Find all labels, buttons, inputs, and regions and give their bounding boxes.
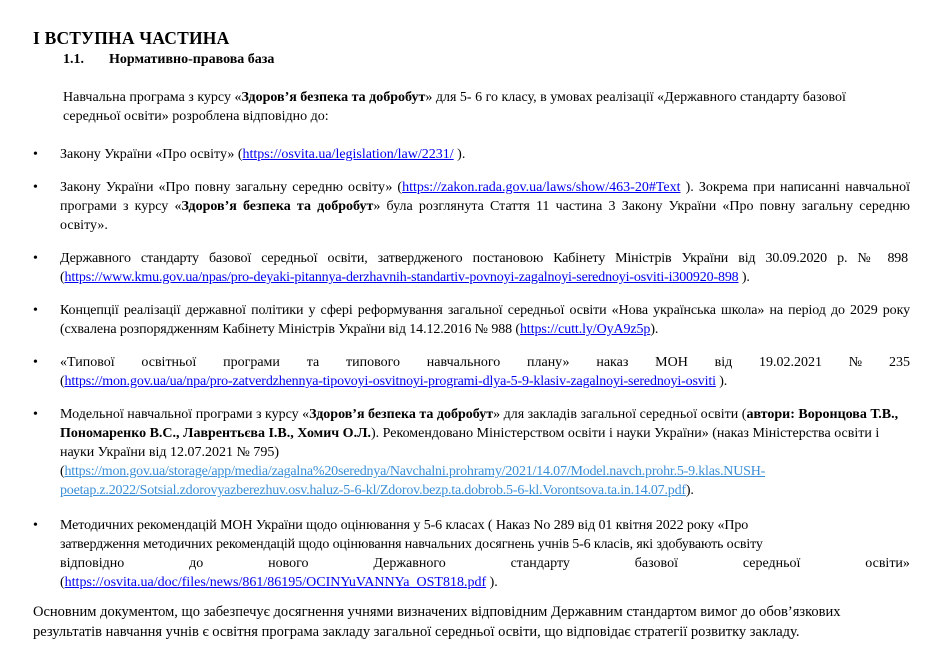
word: та — [306, 355, 320, 370]
intro-paragraph — [63, 88, 869, 126]
item-text: Модельної навчальної програми з курсу « — [60, 407, 310, 422]
word: базової — [634, 556, 678, 571]
item-text-mid: ). Зокрема при написанні навчальної програми з курсу « — [60, 180, 911, 214]
item-text-end: ). — [715, 374, 728, 389]
word: МОН — [655, 355, 688, 370]
subsection-heading — [63, 52, 274, 68]
word: навчального — [426, 355, 501, 370]
subsection-title: Нормативно-правова база — [109, 52, 275, 67]
item-text: Державного стандарту базової середньої освіти, затвердженого постановою Кабінету Міністрів України від 30.09.2020 р. № 898 ( — [60, 251, 908, 285]
word: «Типової — [60, 355, 115, 370]
word: освітньої — [141, 355, 197, 370]
item-text: Закону України «Про освіту» ( — [60, 147, 243, 162]
model-program-link-cont[interactable]: poetap.z.2022/Sotsial.zdorovyazberezhuv.osv.haluz-5-6-kl/Zdorov.bezp.ta.dobrob.5-6-kl.Vorontsova.ta.in.14.07.pdf — [60, 483, 686, 498]
list-item-typical-program — [60, 353, 910, 391]
course-name: Здоров’я безпека та добробут — [309, 407, 494, 422]
recs-line-1: Методичних рекомендацій МОН України щодо оцінювання у 5-6 класах ( Наказ No 289 від 01 квітня 2022 року «Про — [60, 518, 749, 533]
course-name: Здоров’я безпека та добробут — [181, 199, 374, 214]
model-program-text — [60, 405, 912, 462]
model-program-link[interactable]: https://mon.gov.ua/storage/app/media/zagalna%20serednya/Navchalni.prohramy/2021/14.07/Model.navch.prohr.5-9.klas.NUSH- — [64, 464, 766, 479]
typical-program-title-line — [60, 353, 910, 372]
item-text: Закону України «Про повну загальну середню освіту» ( — [60, 180, 403, 195]
list-item-state-standard — [60, 249, 908, 287]
recs-link-line — [60, 573, 910, 592]
course-name: Здоров’я безпека та добробут — [241, 90, 426, 105]
item-text-mid-2: ). Рекомендовано Міністерством освіти і науки України» (наказ Міністерства освіти і науки України від 12.07.2021 № 795) — [60, 426, 880, 460]
list-item-model-program — [60, 405, 912, 500]
item-text-end: » була розглянута Стаття 11 частина 3 Закону України «Про повну загальну середню освіту». — [60, 199, 910, 233]
law-education-link[interactable]: https://osvita.ua/legislation/law/2231/ — [242, 147, 454, 162]
list-item-law-education — [60, 145, 910, 164]
word: освіти» — [865, 556, 910, 571]
bullet-icon: • — [33, 518, 38, 533]
word: плану» — [527, 355, 570, 370]
bullet-icon: • — [33, 407, 38, 422]
recs-line-3 — [60, 554, 910, 573]
authors: автори: Воронцова Т.В., Пономаренко В.С., Лаврентьєва І.В., Хомич О.Л. — [60, 407, 899, 441]
word: нового — [268, 556, 309, 571]
intro-text: Навчальна програма з курсу « — [63, 90, 242, 105]
item-text-end: ). — [453, 147, 466, 162]
conclusion-paragraph: Основним документом, що забезпечує досягнення учнями визначених відповідним Державним стандартом вимог до обов’язкових результатів навчання учнів є освітня програма закладу загальної середньої освіти, що відповідає стратегії розвитку закладу. — [33, 604, 841, 640]
list-item-methodical-recs — [60, 516, 910, 592]
model-program-link-line-1 — [60, 462, 912, 481]
word: стандарту — [510, 556, 570, 571]
model-program-link-line-2 — [60, 481, 912, 500]
item-text: Концепції реалізації державної політики у сфері реформування загальної середньої освіти «Нова українська школа» на період до 2029 року (схвалена розпорядженням Кабінету Міністрів України від 14.12.2016 № 988 ( — [60, 303, 910, 337]
word: Державного — [373, 556, 446, 571]
word: середньої — [742, 556, 801, 571]
word: відповідно — [60, 556, 125, 571]
word: до — [189, 556, 204, 571]
bullet-icon: • — [33, 355, 38, 370]
word: 19.02.2021 — [759, 355, 823, 370]
section-heading: I ВСТУПНА ЧАСТИНА — [33, 28, 230, 48]
item-text-end: ). — [738, 270, 750, 285]
intro-text-2: » для 5- 6 го класу, в умовах реалізації «Державного стандарту базової середньої освіти» розроблена відповідно до: — [63, 90, 846, 124]
paren-open: ( — [60, 575, 65, 590]
word: 235 — [888, 355, 910, 370]
list-item-law-secondary — [60, 178, 910, 235]
word: від — [714, 355, 733, 370]
typical-program-link[interactable]: https://mon.gov.ua/ua/npa/pro-zatverdzhennya-tipovoyi-osvitnoyi-programi-dlya-5-9-klasiv-zagalnoyi-serednoyi-osviti — [64, 374, 716, 389]
item-text-end: ). — [650, 322, 659, 337]
bullet-icon: • — [33, 251, 38, 266]
bullet-icon: • — [33, 180, 38, 195]
paren-open: ( — [60, 464, 65, 479]
bullet-icon: • — [33, 147, 38, 162]
item-text-end: ). — [685, 483, 694, 498]
list-item-concept-nus — [60, 301, 910, 339]
word: наказ — [596, 355, 629, 370]
bullet-icon: • — [33, 303, 38, 318]
recs-link[interactable]: https://osvita.ua/doc/files/news/861/86195/OCINYuVANNYa_OST818.pdf — [64, 575, 487, 590]
subsection-number: 1.1. — [63, 52, 84, 67]
item-text-mid: » для закладів загальної середньої освіти ( — [493, 407, 747, 422]
state-standard-link[interactable]: https://www.kmu.gov.ua/npas/pro-deyaki-pitannya-derzhavnih-standartiv-povnoyi-zagalnoyi-serednoyi-osviti-i300920-898 — [64, 270, 739, 285]
law-secondary-link[interactable]: https://zakon.rada.gov.ua/laws/show/463-20#Text — [402, 180, 681, 195]
item-text: ( — [60, 374, 65, 389]
recs-line-2: затвердження методичних рекомендацій щодо оцінювання навчальних досягнень учнів 5-6 класів, які здобувають освіту — [60, 537, 763, 552]
typical-program-link-line — [60, 372, 910, 391]
word: програми — [223, 355, 280, 370]
item-text-end: ). — [486, 575, 498, 590]
word: типового — [346, 355, 401, 370]
word: № — [848, 355, 863, 370]
concept-nus-link[interactable]: https://cutt.ly/OyA9z5p — [520, 322, 651, 337]
